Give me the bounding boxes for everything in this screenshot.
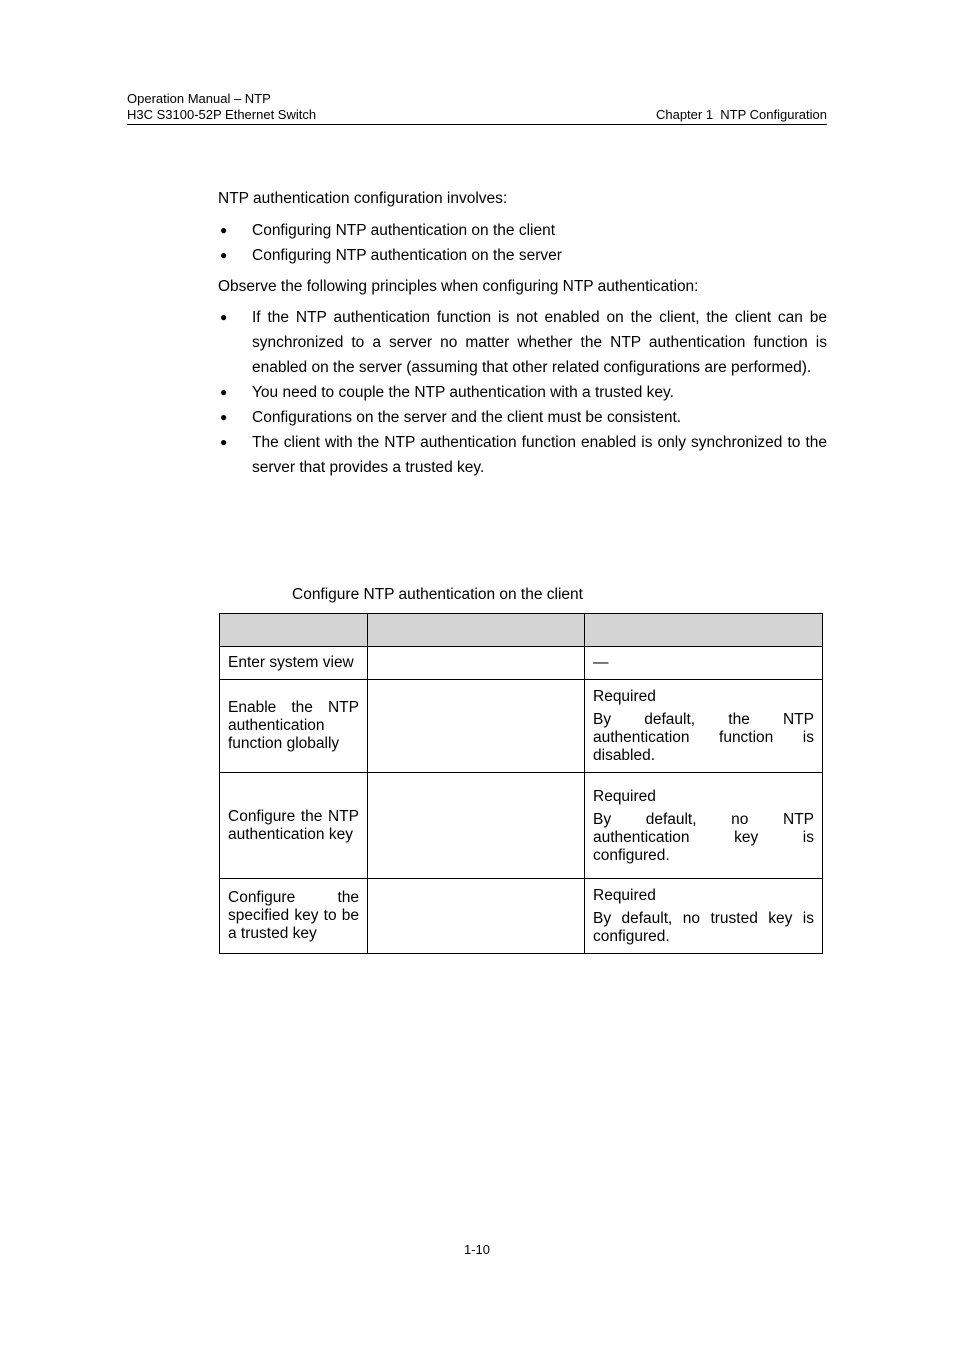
list-item: ● If the NTP authentication function is not enabled on the client, the client can be synchronized to a server no matter whether the NTP authentication function is enabled on the server (assuming that other related configurations are performed). [218,305,827,380]
command-cell [368,680,585,773]
chapter-title: Chapter 1 NTP Configuration [655,107,827,122]
command-cell [368,879,585,954]
operation-cell: Configure the specified key to be a trusted key [220,879,368,954]
list-item: ● Configuring NTP authentication on the server [218,243,827,268]
remark-status: Required [593,787,656,805]
remark-detail: By default, the NTP authentication function is disabled. [593,711,814,764]
remark-status: Required [593,887,656,904]
list-item: ● Configuring NTP authentication on the client [218,218,827,243]
table-row [220,647,823,680]
operation-cell: Enable the NTP authentication function globally [220,680,368,773]
running-header-left [127,91,316,123]
config-table [219,613,823,954]
remark-detail: By default, no trusted key is configured. [593,910,814,945]
remark-status: — [593,654,609,671]
remarks-cell [585,680,823,773]
header-rule [127,124,827,125]
bullet-icon: ● [220,385,228,399]
table-caption: Configure NTP authentication on the client [292,586,583,603]
operation-cell: Enter system view [220,647,368,680]
remarks-cell [585,773,823,879]
command-cell [368,647,585,680]
list-item: ● The client with the NTP authentication function enabled is only synchronized to the server that provides a trusted key. [218,430,827,480]
principles-list [218,305,827,480]
remarks-cell [585,647,823,680]
list-item: ● Configurations on the server and the client must be consistent. [218,405,827,430]
product-name: H3C S3100-52P Ethernet Switch [127,107,317,122]
bullet-icon: ● [220,435,228,449]
list-item: ● You need to couple the NTP authentication with a trusted key. [218,380,827,405]
remarks-cell [585,879,823,954]
bullet-icon: ● [220,223,228,237]
header-cell-remarks [585,614,823,647]
table-row [220,680,823,773]
principles-intro: Observe the following principles when configuring NTP authentication: [218,278,699,295]
remark-status: Required [593,688,656,705]
remark-detail: By default, no NTP authentication key is configured. [593,810,814,864]
involves-list [218,218,827,268]
table-row [220,879,823,954]
manual-title: Operation Manual – NTP [127,91,271,106]
intro-paragraph: NTP authentication configuration involves: [218,190,508,207]
bullet-icon: ● [220,410,228,424]
bullet-icon: ● [220,310,228,324]
page-number: 1-10 [463,1242,491,1257]
table-row [220,773,823,879]
command-cell [368,773,585,879]
header-cell-operation [220,614,368,647]
operation-cell: Configure the NTP authentication key [220,773,368,879]
bullet-icon: ● [220,248,228,262]
header-cell-command [368,614,585,647]
table-header-row [220,614,823,647]
